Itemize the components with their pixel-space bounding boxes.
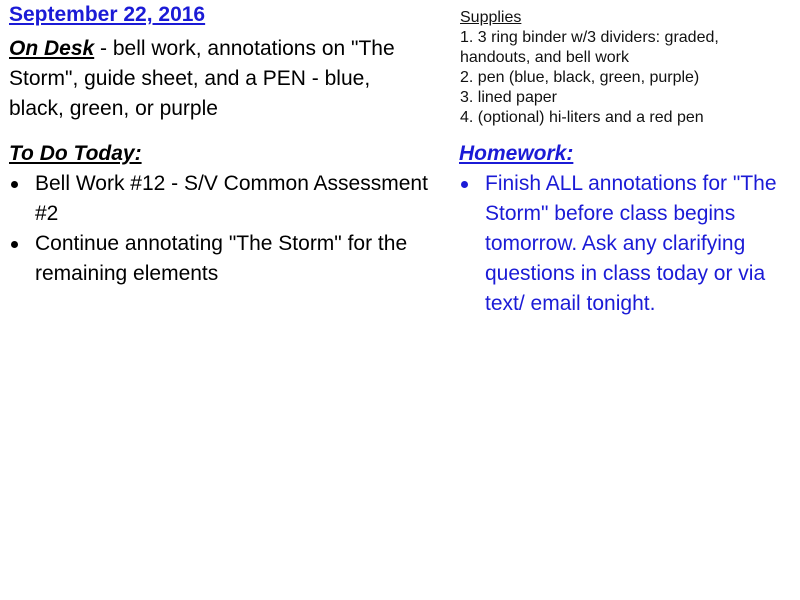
todo-list xyxy=(9,169,429,289)
homework-item-text: Finish ALL annotations for "The Storm" before class begins tomorrow. Ask any clarifying questions in class today or via text/ email tonight. xyxy=(485,172,777,315)
supplies-title: Supplies xyxy=(460,9,522,26)
page-date-title: September 22, 2016 xyxy=(9,3,206,26)
todo-item xyxy=(9,169,429,229)
bullet-icon xyxy=(11,181,18,188)
todo-item-text: Bell Work #12 - S/V Common Assessment #2 xyxy=(35,172,428,225)
supplies-section xyxy=(460,8,790,128)
supplies-item: 4. (optional) hi-liters and a red pen xyxy=(460,109,704,126)
bullet-icon xyxy=(11,241,18,248)
on-desk-paragraph xyxy=(9,34,419,124)
bullet-icon xyxy=(461,181,468,188)
todo-item-text: Continue annotating "The Storm" for the remaining elements xyxy=(35,232,408,285)
on-desk-text: - bell work, annotations on "The Storm", guide sheet, and a PEN - blue, black, green, or purple xyxy=(9,37,395,120)
supplies-item: 2. pen (blue, black, green, purple) xyxy=(460,69,700,86)
todo-heading: To Do Today: xyxy=(9,142,142,165)
supplies-item: 3. lined paper xyxy=(460,89,557,106)
supplies-item: 1. 3 ring binder w/3 dividers: graded, handouts, and bell work xyxy=(460,29,719,66)
homework-heading: Homework: xyxy=(459,142,574,165)
on-desk-label: On Desk xyxy=(9,37,95,60)
todo-item xyxy=(9,229,429,289)
homework-list xyxy=(459,169,779,319)
supplies-list xyxy=(460,28,790,128)
homework-item xyxy=(459,169,779,319)
